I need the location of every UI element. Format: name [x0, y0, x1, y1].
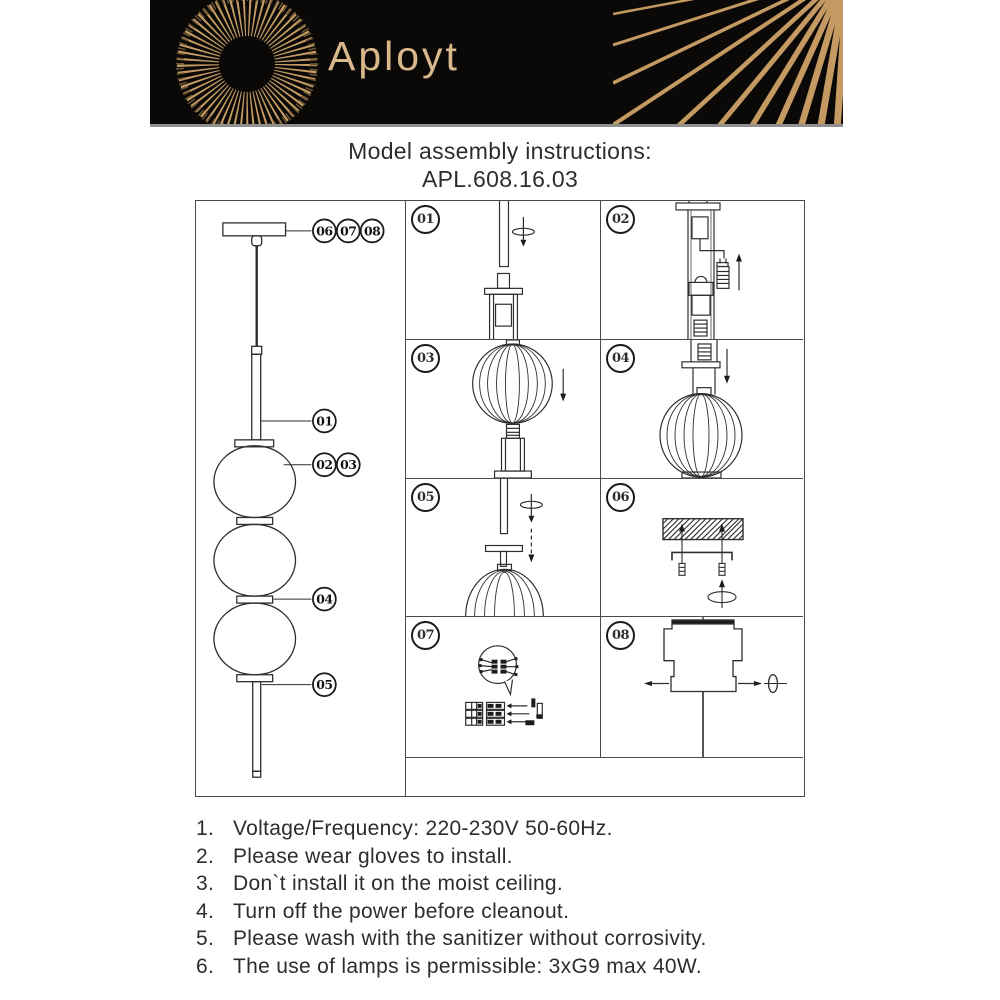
brand-banner [150, 0, 843, 127]
step-cell-01 [406, 201, 601, 340]
callout-08: 08 [363, 223, 381, 239]
instruction-item [196, 898, 856, 926]
instructions-list [196, 815, 856, 980]
step-number-badge: 06 [606, 483, 635, 512]
step-number-badge: 05 [411, 483, 440, 512]
callout-04: 04 [316, 591, 333, 607]
page-title: Model assembly instructions: [348, 138, 652, 164]
assembly-diagram [195, 200, 805, 797]
instruction-text: Voltage/Frequency: 220-230V 50-60Hz. [233, 817, 613, 840]
step-cell-06 [601, 479, 803, 617]
instruction-item [196, 815, 856, 843]
instruction-number: 5. [196, 927, 215, 950]
step-number-badge: 07 [411, 621, 440, 650]
corner-rays-icon [613, 0, 843, 124]
instruction-text: Please wear gloves to install. [233, 844, 513, 868]
overview-panel [196, 201, 406, 796]
starburst-logo-icon [167, 0, 327, 127]
title-block [0, 137, 1000, 193]
callout-05: 05 [316, 677, 333, 693]
instruction-number: 4. [196, 899, 215, 923]
steps-grid [406, 201, 803, 758]
callout-07: 07 [340, 223, 357, 239]
instruction-text: Turn off the power before cleanout. [233, 899, 570, 923]
step-cell-03 [406, 340, 601, 479]
instruction-number: 1. [196, 817, 215, 840]
step-cell-05 [406, 479, 601, 617]
step-cell-08 [601, 617, 803, 758]
callout-06: 06 [316, 223, 333, 239]
step-number-badge: 03 [411, 344, 440, 373]
step-cell-02 [601, 201, 803, 340]
step-number-badge: 02 [606, 205, 635, 234]
step-number-badge: 08 [606, 621, 635, 650]
instruction-number: 2. [196, 844, 215, 868]
pendant-lamp-overview-drawing [196, 201, 405, 792]
overview-callout-labels [316, 223, 380, 692]
callout-02: 02 [316, 457, 333, 473]
step-cell-04 [601, 340, 803, 479]
brand-name: Aployt [328, 33, 460, 79]
instruction-item [196, 843, 856, 871]
instruction-item [196, 870, 856, 898]
step-number-badge: 04 [606, 344, 635, 373]
instruction-number: 6. [196, 954, 215, 978]
instruction-text: Please wash with the sanitizer without corrosivity. [233, 927, 707, 950]
callout-01: 01 [316, 413, 333, 429]
step-cell-07 [406, 617, 601, 758]
instruction-text: The use of lamps is permissible: 3xG9 max 40W. [233, 954, 702, 978]
instruction-number: 3. [196, 872, 215, 895]
instruction-item [196, 953, 856, 981]
instruction-item [196, 925, 856, 953]
step-number-badge: 01 [411, 205, 440, 234]
model-number: APL.608.16.03 [421, 166, 579, 192]
instruction-text: Don`t install it on the moist ceiling. [233, 872, 564, 895]
callout-03: 03 [340, 457, 357, 473]
